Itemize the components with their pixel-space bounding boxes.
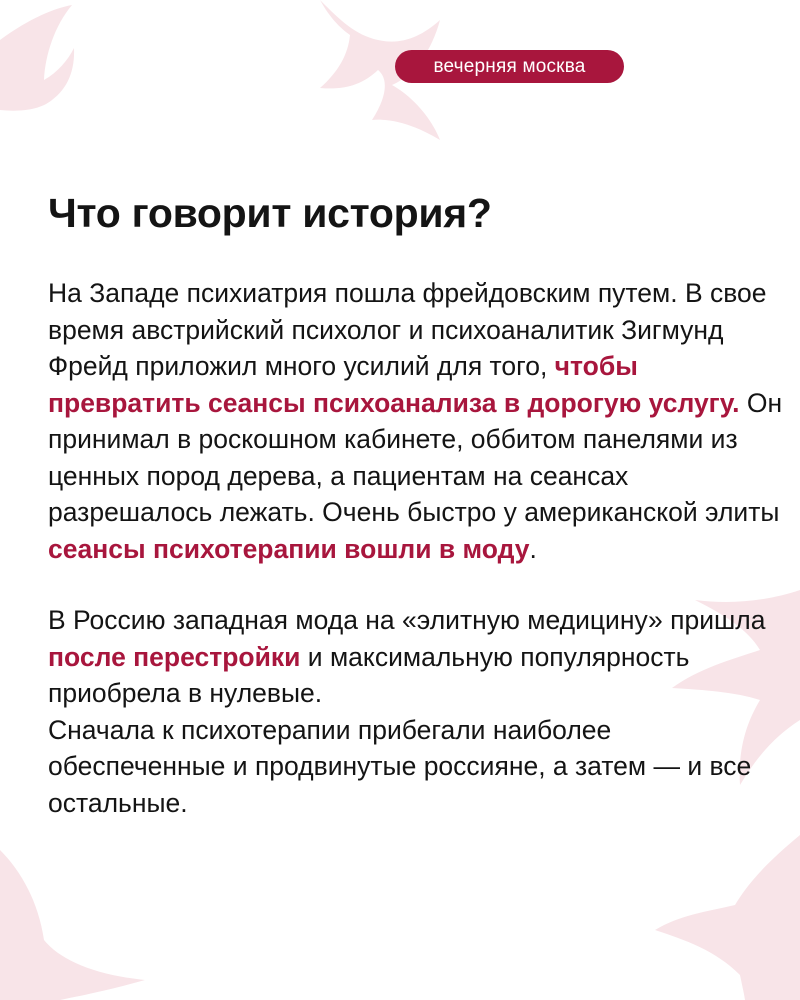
brand-badge: вечерняя москва — [395, 50, 624, 83]
paragraph-russia — [48, 602, 788, 712]
article-body — [48, 275, 788, 821]
paragraph-freud — [48, 275, 788, 567]
text-segment: . — [529, 533, 537, 564]
bottom-right-flower-icon — [655, 835, 800, 1000]
text-segment: На Западе психиатрия пошла фрейдовским путем. В свое время австрийский психолог и психоаналитик Зигмунд Фрейд приложил много усилий для того, — [48, 278, 767, 381]
top-left-flower-icon — [0, 5, 74, 111]
text-segment: и максимальную популярность приобрела в нулевые. — [48, 641, 690, 708]
highlight-segment: сеансы психотерапии вошли в моду — [48, 533, 530, 564]
text-segment: Сначала к психотерапии прибегали наиболее обеспеченные и продвинутые россияне, а затем — и все остальные. — [48, 714, 752, 818]
bottom-left-flower-icon — [0, 850, 145, 1000]
paragraph-spread — [48, 712, 788, 822]
text-segment: Он принимал в роскошном кабинете, оббитом панелями из ценных пород дерева, а пациентам на сеансах разрешалось лежать. Очень быстро у американской элиты — [48, 387, 783, 527]
text-segment: В Россию западная мода на «элитную медицину» пришла — [48, 605, 766, 635]
highlight-segment: чтобы превратить сеансы психоанализа в дорогую услугу. — [48, 351, 740, 418]
page-title: Что говорит история? — [48, 190, 492, 236]
highlight-segment: после перестройки — [48, 641, 301, 672]
